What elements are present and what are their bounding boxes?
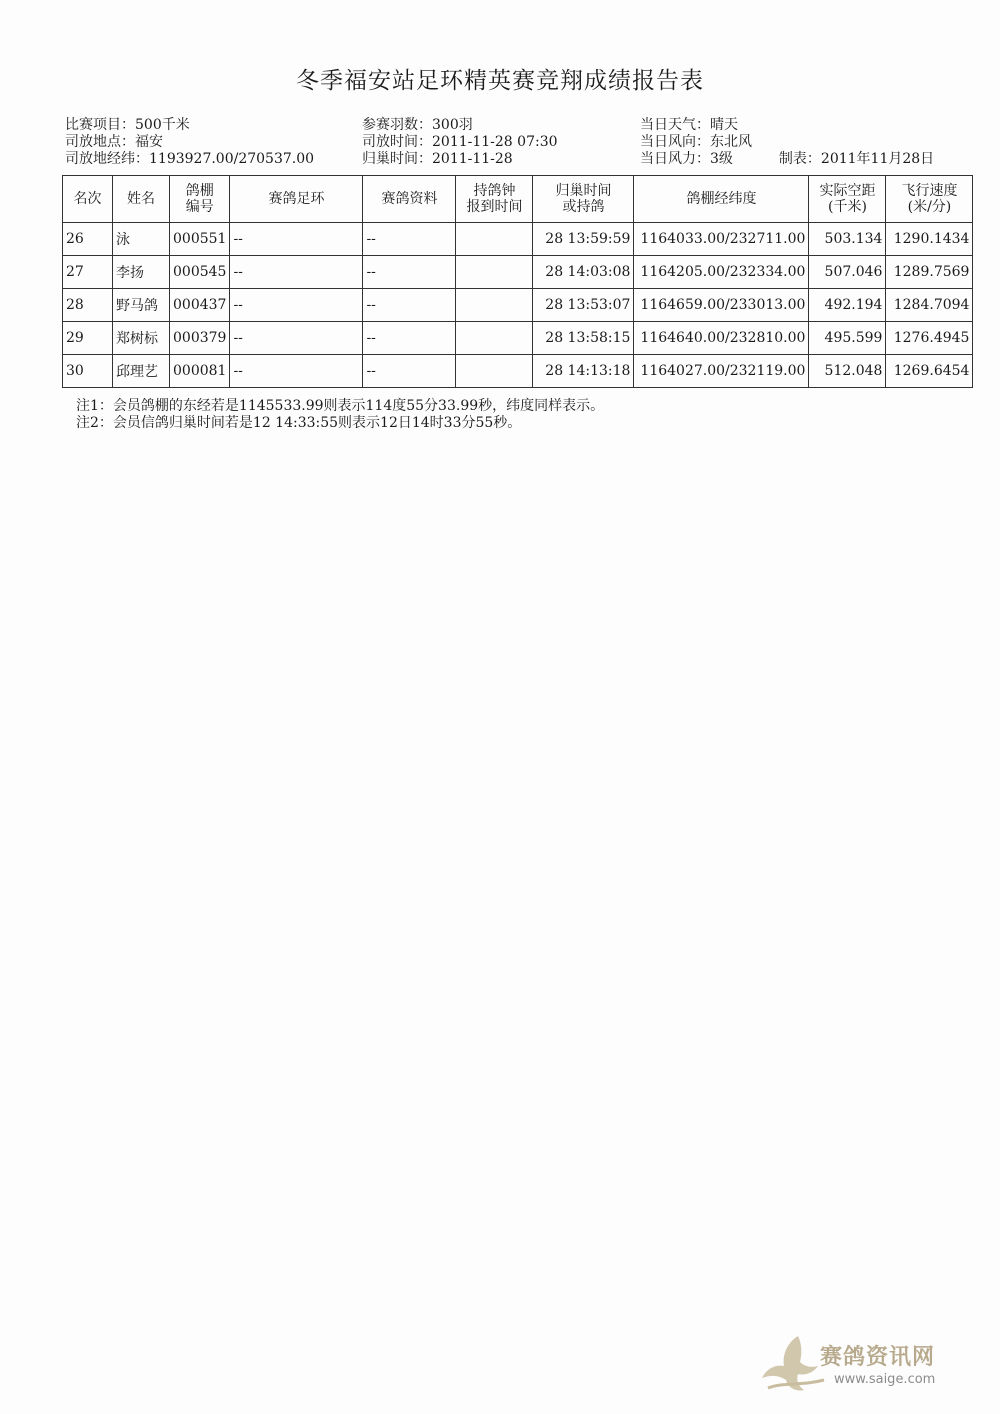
cell-distance: 492.194 — [809, 289, 886, 322]
table-header-row — [63, 176, 973, 223]
results-table — [62, 175, 973, 388]
report-title: 冬季福安站足环精英赛竞翔成绩报告表 — [296, 68, 704, 94]
entry-count: 参赛羽数：300羽 — [362, 117, 473, 133]
made-date: 制表：2011年11月28日 — [778, 151, 935, 167]
header-arrival-time — [533, 176, 634, 223]
cell-name: 泳 — [113, 223, 170, 256]
cell-name: 野马鸽 — [113, 289, 170, 322]
table-row — [63, 256, 973, 289]
cell-arrival-time: 28 14:03:08 — [533, 256, 634, 289]
header-name — [113, 176, 170, 223]
cell-clock-time — [456, 355, 533, 388]
release-time: 司放时间：2011-11-28 07:30 — [362, 134, 558, 150]
cell-speed: 1269.6454 — [886, 355, 973, 388]
header-pigeon-info — [363, 176, 456, 223]
header-text: 赛鸽资料 — [381, 191, 438, 207]
cell-arrival-time: 28 13:59:59 — [533, 223, 634, 256]
header-loft-id — [170, 176, 230, 223]
note-1: 注1：会员鸽棚的东经若是1145533.99则表示114度55分33.99秒，纬度同样表示。 — [76, 398, 605, 414]
weather: 当日天气：晴天 — [640, 117, 738, 133]
cell-loft-coordinates: 1164027.00/232119.00 — [634, 355, 809, 388]
cell-ring: -- — [230, 223, 363, 256]
note-2: 注2：会员信鸽归巢时间若是12 14:33:55则表示12日14时33分55秒。 — [76, 415, 522, 431]
cell-name: 郑树标 — [113, 322, 170, 355]
watermark-url: www.saige.com — [834, 1372, 936, 1387]
table-row — [63, 322, 973, 355]
header-text: 鸽棚 — [185, 183, 214, 199]
cell-speed: 1290.1434 — [886, 223, 973, 256]
table-row — [63, 223, 973, 256]
cell-rank: 30 — [63, 355, 113, 388]
cell-pigeon-info: -- — [363, 223, 456, 256]
cell-distance: 507.046 — [809, 256, 886, 289]
cell-pigeon-info: -- — [363, 289, 456, 322]
return-date: 归巢时间：2011-11-28 — [362, 151, 513, 167]
cell-loft-coordinates: 1164033.00/232711.00 — [634, 223, 809, 256]
cell-pigeon-info: -- — [363, 322, 456, 355]
header-ring — [230, 176, 363, 223]
header-text: (米/分) — [907, 199, 952, 215]
cell-arrival-time: 28 13:58:15 — [533, 322, 634, 355]
header-text: 飞行速度 — [901, 183, 958, 199]
header-text: 名次 — [73, 191, 102, 207]
cell-clock-time — [456, 223, 533, 256]
header-text: 姓名 — [127, 191, 155, 207]
results-body — [63, 223, 973, 388]
cell-name: 邱理艺 — [113, 355, 170, 388]
header-clock-time — [456, 176, 533, 223]
cell-clock-time — [456, 322, 533, 355]
cell-speed: 1284.7094 — [886, 289, 973, 322]
header-text: 实际空距 — [819, 183, 876, 199]
race-info-column-3 — [640, 117, 934, 168]
table-row — [63, 289, 973, 322]
header-rank — [63, 176, 113, 223]
cell-speed: 1289.7569 — [886, 256, 973, 289]
table-row — [63, 355, 973, 388]
header-text: (千米) — [827, 199, 867, 215]
wind-direction: 当日风向：东北风 — [640, 134, 752, 150]
cell-speed: 1276.4945 — [886, 322, 973, 355]
race-info-column-1 — [65, 117, 314, 168]
cell-rank: 29 — [63, 322, 113, 355]
header-speed — [886, 176, 973, 223]
cell-loft-coordinates: 1164205.00/232334.00 — [634, 256, 809, 289]
cell-arrival-time: 28 14:13:18 — [533, 355, 634, 388]
header-distance — [809, 176, 886, 223]
header-text: 归巢时间 — [555, 183, 612, 199]
cell-name: 李扬 — [113, 256, 170, 289]
cell-ring: -- — [230, 289, 363, 322]
header-text: 持鸽钟 — [473, 183, 516, 199]
cell-loft-id: 000437 — [170, 289, 230, 322]
wind-force: 当日风力：3级 — [640, 151, 733, 167]
release-location: 司放地点：福安 — [65, 134, 163, 150]
cell-ring: -- — [230, 355, 363, 388]
header-loft-coordinates — [634, 176, 809, 223]
race-distance: 比赛项目：500千米 — [65, 117, 190, 133]
header-text: 赛鸽足环 — [268, 191, 325, 207]
cell-rank: 27 — [63, 256, 113, 289]
cell-distance: 503.134 — [809, 223, 886, 256]
cell-distance: 512.048 — [809, 355, 886, 388]
cell-loft-id: 000551 — [170, 223, 230, 256]
race-info-column-2 — [362, 117, 558, 168]
cell-loft-id: 000545 — [170, 256, 230, 289]
cell-ring: -- — [230, 256, 363, 289]
cell-arrival-time: 28 13:53:07 — [533, 289, 634, 322]
cell-loft-coordinates: 1164659.00/233013.00 — [634, 289, 809, 322]
cell-pigeon-info: -- — [363, 355, 456, 388]
watermark — [758, 1328, 968, 1398]
header-text: 报到时间 — [466, 199, 523, 215]
cell-loft-id: 000379 — [170, 322, 230, 355]
cell-loft-coordinates: 1164640.00/232810.00 — [634, 322, 809, 355]
header-text: 编号 — [185, 199, 214, 215]
cell-rank: 26 — [63, 223, 113, 256]
cell-clock-time — [456, 256, 533, 289]
cell-pigeon-info: -- — [363, 256, 456, 289]
cell-ring: -- — [230, 322, 363, 355]
header-text: 或持鸽 — [562, 199, 605, 215]
notes — [76, 398, 604, 432]
cell-clock-time — [456, 289, 533, 322]
cell-rank: 28 — [63, 289, 113, 322]
watermark-name: 赛鸽资讯网 — [820, 1345, 936, 1370]
header-text: 鸽棚经纬度 — [686, 191, 757, 207]
cell-distance: 495.599 — [809, 322, 886, 355]
cell-loft-id: 000081 — [170, 355, 230, 388]
release-coordinates: 司放地经纬：1193927.00/270537.00 — [65, 151, 315, 167]
